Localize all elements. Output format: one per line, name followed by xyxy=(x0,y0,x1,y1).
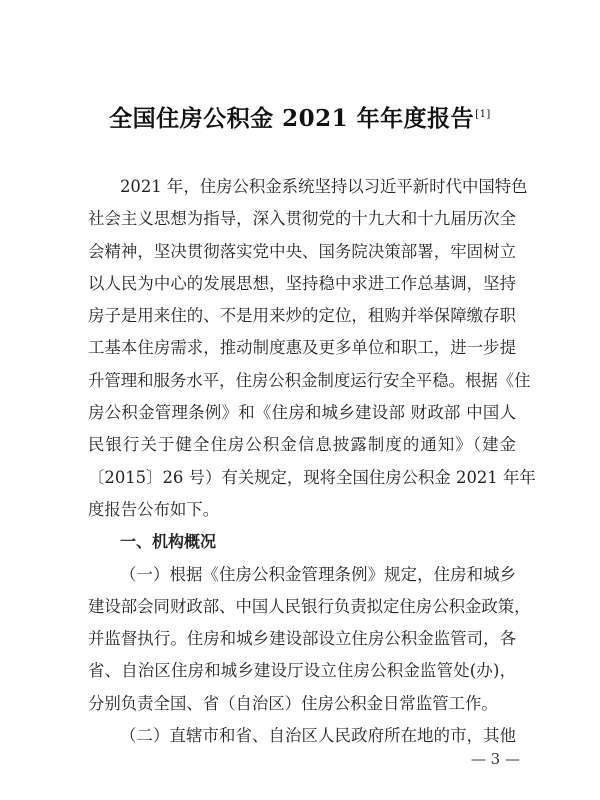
text-line: （一）根据《住房公积金管理条例》规定，住房和城乡 xyxy=(120,564,516,584)
text-line: 社会主义思想为指导，深入贯彻党的十九大和十九届历次全 xyxy=(88,209,516,229)
text-line: 并监督执行。住房和城乡建设部设立住房公积金监管司，各 xyxy=(88,629,516,649)
title-text: 全国住房公积金 2021 年年度报告 xyxy=(109,105,475,132)
text-line: （二）直辖市和省、自治区人民政府所在地的市，其他 xyxy=(120,726,516,746)
text-line: 建设部会同财政部、中国人民银行负责拟定住房公积金政策， xyxy=(88,596,531,616)
document-body xyxy=(88,171,536,752)
text-line: 2021 年，住房公积金系统坚持以习近平新时代中国特色 xyxy=(120,177,528,196)
text-line: 省、自治区住房和城乡建设厅设立住房公积金监管处(办)， xyxy=(88,661,516,681)
text-line: 房公积金管理条例》和《住房和城乡建设部 财政部 中国人 xyxy=(88,403,516,423)
text-line: 升管理和服务水平，住房公积金制度运行安全平稳。根据《住 xyxy=(88,370,531,390)
document-title xyxy=(0,100,600,133)
text-line: 分别负责全国、省（自治区）住房公积金日常监管工作。 xyxy=(88,693,498,713)
text-line: 工基本住房需求，推动制度惠及更多单位和职工，进一步提 xyxy=(88,338,516,358)
text-line: 民银行关于健全住房公积金信息披露制度的通知》（建金 xyxy=(88,435,516,455)
page-number: — 3 — xyxy=(470,750,520,768)
paragraph-intro xyxy=(88,171,536,526)
text-line: 会精神，坚决贯彻落实党中央、国务院决策部署，牢固树立 xyxy=(88,241,516,261)
text-line: 以人民为中心的发展思想，坚持稳中求进工作总基调，坚持 xyxy=(88,273,516,293)
text-line: 度报告公布如下。 xyxy=(88,499,220,519)
title-footnote: [1] xyxy=(475,109,491,121)
paragraph-section1-item1 xyxy=(88,559,531,720)
text-line: 〔2015〕26 号）有关规定，现将全国住房公积金 2021 年年 xyxy=(88,467,536,487)
text-line: 房子是用来住的、不是用来炒的定位，租购并举保障缴存职 xyxy=(88,306,516,326)
section-heading: 一、机构概况 xyxy=(120,532,217,552)
